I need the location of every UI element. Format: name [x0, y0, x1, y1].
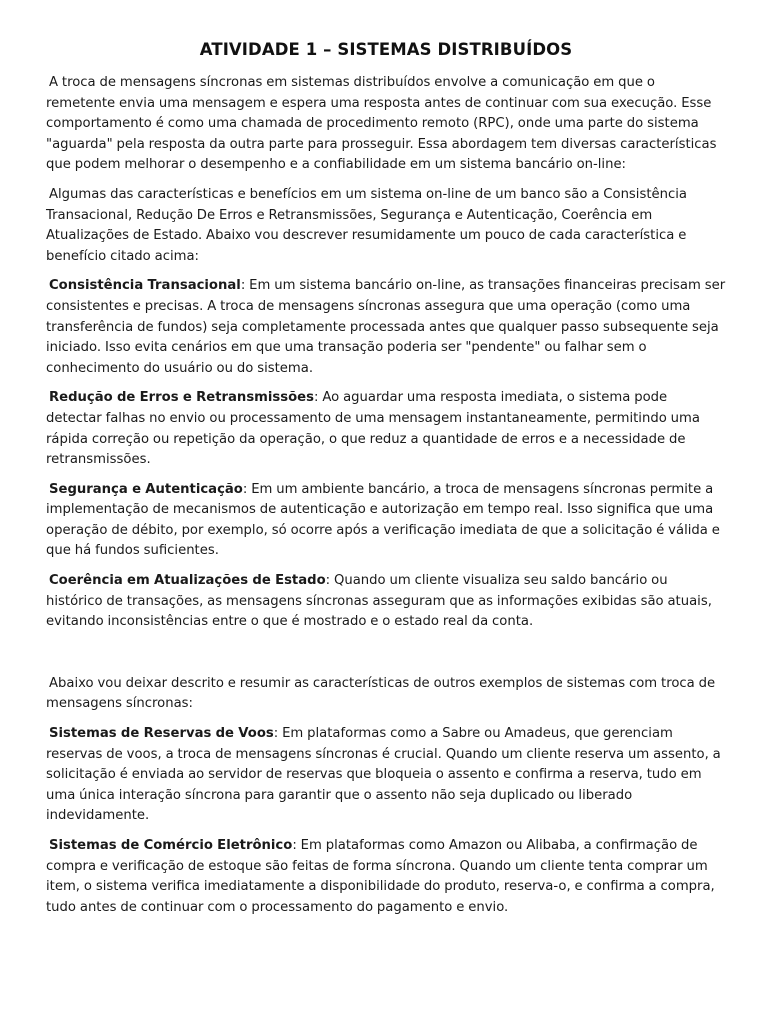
- feature-term: Redução de Erros e Retransmissões: [49, 390, 314, 406]
- example-term: Sistemas de Comércio Eletrônico: [49, 838, 293, 853]
- example-text: : Em plataformas como a Sabre ou Amadeus, que gerenciam reservas de voos, a troca de mensagens síncronas é crucial. Quando um cliente reserva um assento, a solicitação é enviada ao servidor de reservas que bloqueia o assento e confirma a reserva, tudo em uma única interação síncrona para garantir que o assento não seja duplicado ou liberado indevidamente.: [46, 726, 721, 824]
- example-paragraph-ecommerce: [46, 836, 726, 918]
- feature-paragraph-security: [46, 480, 726, 562]
- feature-term: Consistência Transacional: [49, 278, 241, 294]
- feature-text: : Ao aguardar uma resposta imediata, o sistema pode detectar falhas no envio ou processamento de uma mensagem instantaneamente, permitindo uma rápida correção ou repetição da operação, o que reduz a quantidade de erros e a necessidade de retransmissões.: [46, 390, 700, 468]
- example-text: : Em plataformas como Amazon ou Alibaba, a confirmação de compra e verificação de estoque são feitas de forma síncrona. Quando um cliente tenta comprar um item, o sistema verifica imediatamente a disponibilidade do produto, reserva-o, e confirma a compra, tudo antes de continuar com o processamento do pagamento e envio.: [46, 838, 715, 915]
- feature-paragraph-state-coherence: [46, 571, 726, 633]
- examples-intro-paragraph: Abaixo vou deixar descrito e resumir as características de outros exemplos de sistemas com troca de mensagens síncronas:: [46, 675, 716, 712]
- intro-paragraph-1: A troca de mensagens síncronas em sistemas distribuídos envolve a comunicação em que o remetente envia uma mensagem e espera uma resposta antes de continuar com sua execução. Esse comportamento é como uma chamada de procedimento remoto (RPC), onde uma parte do sistema "aguarda" pela resposta da outra parte para prosseguir. Essa abordagem tem diversas características que podem melhorar o desempenho e a confiabilidade em um sistema bancário on-line:: [46, 75, 717, 173]
- feature-term: Segurança e Autenticação: [49, 481, 243, 497]
- feature-text: : Em um sistema bancário on-line, as transações financeiras precisam ser consistentes e precisas. A troca de mensagens síncronas assegura que uma operação (como uma transferência de fundos) seja completamente processada antes que qualquer passo subsequente seja iniciado. Isso evita cenários em que uma transação poderia ser "pendente" ou falhar sem o conhecimento do usuário ou do sistema.: [46, 278, 726, 376]
- feature-term: Coerência em Atualizações de Estado: [49, 573, 326, 589]
- document-title: ATIVIDADE 1 – SISTEMAS DISTRIBUÍDOS: [199, 40, 573, 59]
- document-page: [46, 40, 726, 927]
- feature-text: : Quando um cliente visualiza seu saldo bancário ou histórico de transações, as mensagens síncronas asseguram que as informações exibidas são atuais, evitando inconsistências entre o que é mostrado e o estado real da conta.: [46, 573, 712, 630]
- intro-paragraph-2: Algumas das características e benefícios em um sistema on-line de um banco são a Consistência Transacional, Redução De Erros e Retransmissões, Segurança e Autenticação, Coerência em Atualizações de Estado. Abaixo vou descrever resumidamente um pouco de cada característica e benefício citado acima:: [46, 186, 687, 264]
- feature-paragraph-error-reduction: [46, 388, 726, 470]
- example-term: Sistemas de Reservas de Voos: [49, 726, 274, 742]
- section-spacer: [46, 642, 726, 674]
- feature-paragraph-consistency: [46, 276, 726, 379]
- feature-text: : Em um ambiente bancário, a troca de mensagens síncronas permite a implementação de mecanismos de autenticação e autorização em tempo real. Isso significa que uma operação de débito, por exemplo, só ocorre após a verificação imediata de que a solicitação é válida e que há fundos suficientes.: [46, 481, 720, 559]
- example-paragraph-flight-reservations: [46, 724, 726, 827]
